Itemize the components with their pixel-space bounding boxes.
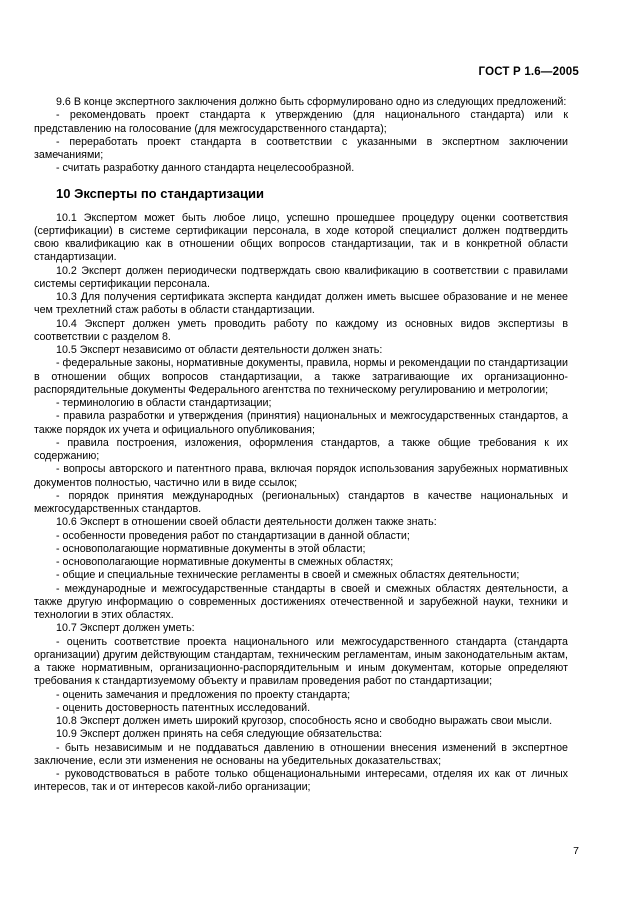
- section-10-text: [34, 212, 568, 795]
- list-item: - рекомендовать проект стандарта к утверждению (для национального стандарта) или к представлению на голосование (для межгосударственного стандарта);: [34, 109, 568, 135]
- paragraph: 10.6 Эксперт в отношении своей области деятельности должен также знать:: [56, 516, 437, 529]
- list-item: - терминологию в области стандартизации;: [56, 397, 272, 409]
- list-item: - порядок принятия международных (региональных) стандартов в качестве национальных и межгосударственных стандартов.: [34, 489, 568, 515]
- list-item: - основополагающие нормативные документы в смежных областях;: [56, 556, 394, 568]
- paragraph: 10.7 Эксперт должен уметь:: [56, 622, 195, 635]
- paragraph: 9.6 В конце экспертного заключения должно быть сформулировано одно из следующих предложений:: [56, 96, 567, 108]
- paragraph: 10.8 Эксперт должен иметь широкий кругозор, способность ясно и свободно выражать свои мысли.: [56, 715, 553, 727]
- list-item: - международные и межгосударственные стандарты в своей и смежных областях деятельности, а также другую информацию о современных достижениях отечественной и зарубежной науки, техники и технологии в этих областях.: [34, 582, 568, 621]
- paragraph: 10.2 Эксперт должен периодически подтверждать свою квалификацию в соответствии с правилами системы сертификации персонала.: [34, 264, 568, 290]
- paragraph: 10.5 Эксперт независимо от области деятельности должен знать:: [56, 344, 383, 356]
- list-item: - правила разработки и утверждения (принятия) национальных и межгосударственных стандартов, а также порядок их учета и официального опубликования;: [34, 410, 568, 436]
- page-content: [34, 96, 568, 795]
- list-item: - общие и специальные технические регламенты в своей и смежных областях деятельности;: [56, 569, 520, 582]
- list-item: - правила построения, изложения, оформления стандартов, а также общие требования к их содержанию;: [34, 436, 568, 462]
- list-item: - быть независимым и не поддаваться давлению в отношении внесения изменений в экспертное заключение, если эти изменения не основаны на убедительных доказательствах;: [34, 741, 568, 767]
- paragraph: 10.4 Эксперт должен уметь проводить работу по каждому из основных видов экспертизы в соответствии с разделом 8.: [34, 317, 568, 343]
- list-item: - руководствоваться в работе только общенациональными интересами, отделяя их как от личных интересов, так и от интересов какой-либо организации;: [34, 768, 568, 794]
- list-item: - считать разработку данного стандарта нецелесообразной.: [56, 162, 355, 175]
- list-item: - вопросы авторского и патентного права, включая порядок использования зарубежных нормативных документов полностью, частично или в виде ссылок;: [34, 463, 568, 489]
- paragraph: 10.1 Экспертом может быть любое лицо, успешно прошедшее процедуру оценки соответствия (сертификации) в системе сертификации персонала, в ходе которой специалист должен подтвердить свою квалификацию как в отношении общих вопросов стандартизации, так и в конкретной области стандартизации.: [34, 211, 568, 264]
- paragraph: 10.3 Для получения сертификата эксперта кандидат должен иметь высшее образование и не менее чем трехлетний стаж работы в области стандартизации.: [34, 291, 568, 317]
- paragraph: 10.9 Эксперт должен принять на себя следующие обязательства:: [56, 728, 383, 741]
- standard-code: ГОСТ Р 1.6—2005: [478, 66, 579, 78]
- list-item: - особенности проведения работ по стандартизации в данной области;: [56, 529, 410, 542]
- list-item: - оценить замечания и предложения по проекту стандарта;: [56, 688, 351, 701]
- list-item: - федеральные законы, нормативные документы, правила, нормы и рекомендации по стандартизации в отношении общих вопросов стандартизации, а также затрагивающие их организационно-распорядительные документы Федерального агентства по техническому регулированию и метрологии;: [34, 357, 568, 396]
- page-number: 7: [573, 845, 579, 857]
- section-9-text: [34, 96, 568, 176]
- list-item: - основополагающие нормативные документы в этой области;: [56, 542, 366, 555]
- list-item: - оценить соответствие проекта национального или межгосударственного стандарта (стандарта организации) другим действующим стандартам, техническим регламентам, иным законодательным актам, а также нормативным, организационно-распорядительным и иным документам, которые определяют требования к стандартизуемому объекту и правилам проведения работ по стандартизации;: [34, 635, 568, 688]
- section-10-heading: 10 Эксперты по стандартизации: [56, 185, 265, 201]
- list-item: - оценить достоверность патентных исследований.: [56, 701, 311, 714]
- list-item: - переработать проект стандарта в соответствии с указанными в экспертном заключении замечаниями;: [34, 135, 568, 161]
